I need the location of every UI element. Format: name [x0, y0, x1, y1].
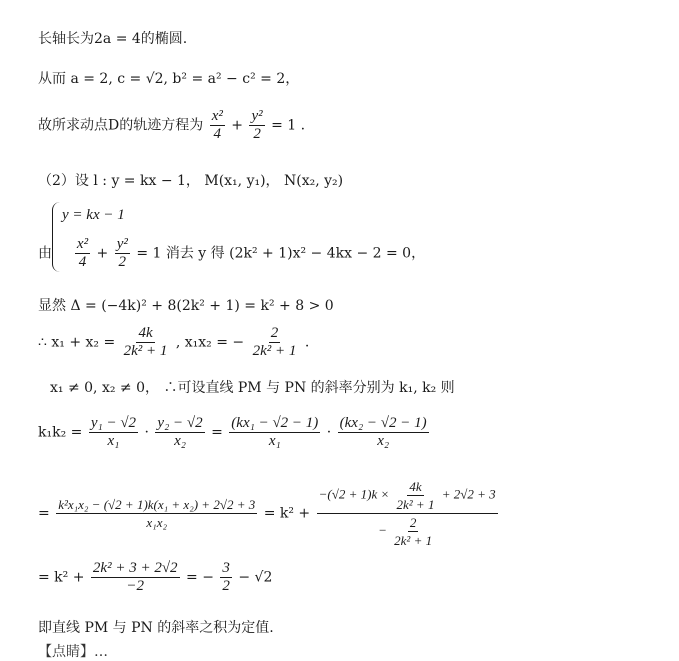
- text-line-6: 显然 Δ = (−4k)² + 8(2k² + 1) = k² + 8 > 0: [38, 298, 334, 314]
- plus-sign: +: [96, 245, 109, 262]
- plus-sign: +: [231, 117, 244, 134]
- text-line-7: [38, 325, 309, 360]
- text-line-11: [38, 560, 272, 595]
- frac-den: 2: [222, 578, 230, 594]
- frac-num: y²: [116, 236, 128, 252]
- fraction: [91, 560, 180, 595]
- inner-fraction: [395, 478, 437, 513]
- fraction: [155, 415, 204, 450]
- fraction-y2-2: [115, 236, 130, 271]
- frac-den: x₁x₂: [146, 515, 167, 530]
- frac-num: 3: [222, 560, 230, 576]
- frac-den: 2k² + 1: [394, 533, 433, 548]
- frac-den: 4: [78, 254, 87, 270]
- text-line-10: [38, 478, 500, 549]
- frac-den: 2k² + 1: [396, 497, 435, 512]
- frac-num: y₂ − √2: [157, 415, 203, 431]
- cnum-b: + 2√2 + 3: [441, 486, 496, 502]
- l11-c: − √2: [238, 569, 273, 586]
- cden-a: −: [378, 522, 387, 538]
- dot: ·: [326, 424, 332, 441]
- l10-mid: = k² +: [263, 505, 311, 522]
- sys-eq: = 1: [136, 245, 162, 262]
- text-line-1: 长轴长为2a = 4的椭圆.: [38, 31, 188, 47]
- frac-num: x²: [211, 108, 223, 124]
- fraction-2: [251, 325, 299, 360]
- frac-den: 2: [118, 254, 127, 270]
- l7-b: , x₁x₂ = −: [175, 334, 245, 351]
- frac-den: x₂: [174, 433, 186, 449]
- sys-tail: 消去 y 得 (2k² + 1)x² − 4kx − 2 = 0，: [165, 245, 426, 262]
- frac-num: k²x₁x₂ − (√2 + 1)k(x₁ + x₂) + 2√2 + 3: [58, 497, 256, 512]
- frac-num: 2: [270, 325, 279, 341]
- fraction: [89, 415, 138, 450]
- l9-a: k₁k₂ =: [38, 424, 83, 441]
- fraction-long: [56, 496, 257, 531]
- l11-b: = −: [186, 569, 214, 586]
- cut-off-line: 【点睛】…: [38, 644, 108, 660]
- frac-num: (kx₂ − √2 − 1): [339, 415, 427, 431]
- equals: =: [211, 424, 223, 441]
- equals: =: [38, 505, 50, 522]
- dot: ·: [144, 424, 149, 441]
- frac-den: −2: [126, 578, 145, 594]
- frac-num: 4k: [138, 325, 153, 341]
- frac-num: y₁ − √2: [90, 415, 137, 431]
- fraction: [220, 560, 232, 595]
- text-line-12: 即直线 PM 与 PN 的斜率之积为定值.: [38, 620, 274, 636]
- fraction: [338, 415, 429, 450]
- frac-den: 2k² + 1: [123, 343, 168, 359]
- inner-fraction: [392, 514, 434, 549]
- eq-tail: = 1 .: [271, 117, 306, 134]
- frac-num: (kx₁ − √2 − 1): [231, 415, 319, 431]
- complex-fraction: [317, 478, 498, 549]
- l3-text: 故所求动点D的轨迹方程为: [38, 117, 204, 134]
- frac-num: 2: [409, 515, 417, 530]
- l11-a: = k² +: [38, 569, 85, 586]
- text-line-4: （2）设 l : y = kx − 1， M(x₁, y₁)， N(x₂, y₂): [38, 173, 344, 189]
- fraction: [229, 415, 320, 450]
- system-top-eq: y = kx − 1: [62, 207, 125, 223]
- text-line-8: x₁ ≠ 0, x₂ ≠ 0， ∴可设直线 PM 与 PN 的斜率分别为 k₁, k₂ 则: [50, 380, 455, 396]
- frac-den: x₂: [377, 433, 390, 449]
- frac-num: x²: [76, 236, 89, 252]
- text-line-3: [38, 108, 305, 143]
- fraction-x2-4: [210, 108, 225, 143]
- frac-den: 2: [253, 126, 261, 142]
- frac-den: x₁: [268, 433, 281, 449]
- frac-num: y²: [251, 108, 263, 124]
- system-line: [38, 236, 425, 271]
- l7-a: ∴ x₁ + x₂ =: [38, 334, 116, 351]
- complex-num: [317, 478, 498, 514]
- frac-den: x₁: [107, 433, 120, 449]
- fraction-x2-4: [75, 236, 90, 271]
- frac-den: 2k² + 1: [252, 343, 297, 359]
- l7-c: .: [304, 334, 310, 351]
- text-line-9: [38, 415, 431, 450]
- cnum-a: −(√2 + 1)k ×: [318, 486, 390, 502]
- fraction-y2-2: [249, 108, 264, 143]
- frac-num: 4k: [409, 479, 422, 494]
- text-line-2: 从而 a = 2, c = √2, b² = a² − c² = 2，: [38, 71, 300, 87]
- complex-den: [376, 514, 438, 549]
- frac-den: 4: [213, 126, 222, 142]
- fraction-4k: [122, 325, 170, 360]
- sys-prefix: 由: [38, 245, 52, 262]
- frac-num: 2k² + 3 + 2√2: [92, 560, 178, 576]
